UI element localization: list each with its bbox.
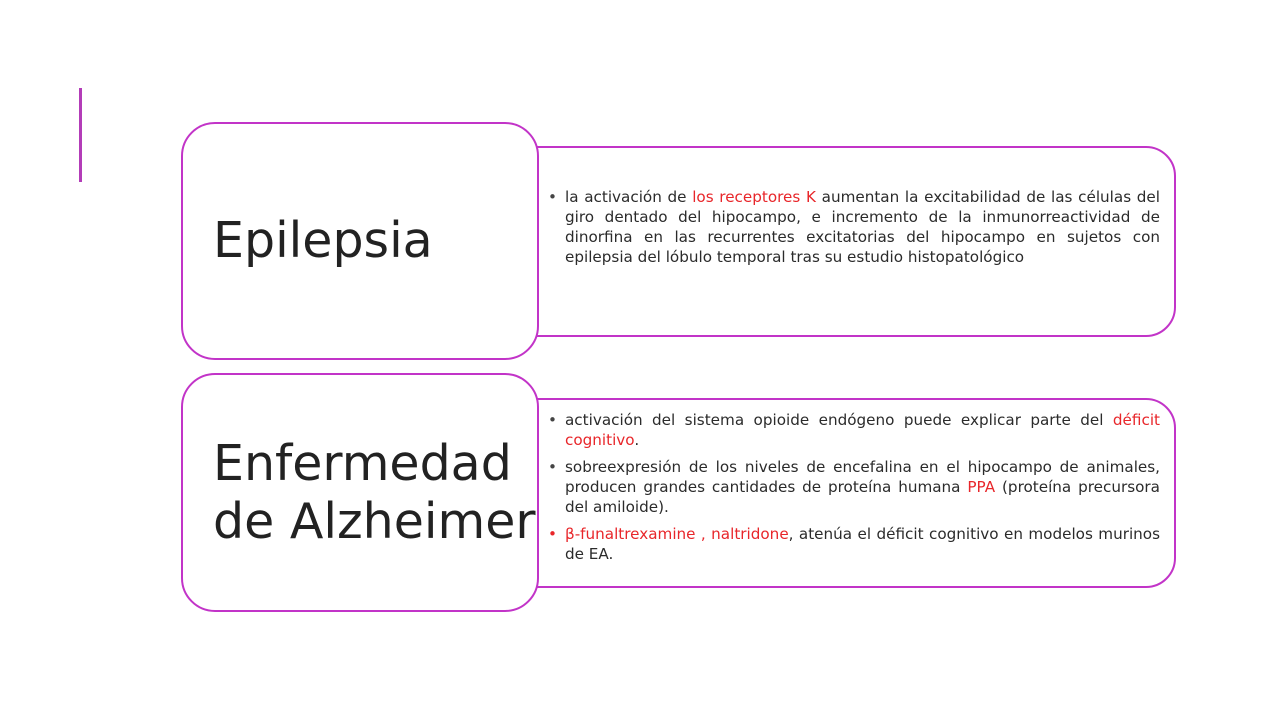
epilepsia-label: Epilepsia bbox=[213, 212, 433, 269]
alzheimer-label: Enfermedad de Alzheimer bbox=[213, 434, 536, 550]
highlight-text: los receptores K bbox=[692, 188, 816, 206]
alzheimer-label-box bbox=[181, 373, 539, 612]
bullet-text: sobreexpresión de los niveles de encefalina en el hipocampo de animales, producen grandes cantidades de proteína humana bbox=[565, 458, 1160, 496]
bullet-text: . bbox=[634, 431, 640, 449]
bullet-item bbox=[548, 410, 1160, 450]
highlight-text: PPA bbox=[967, 478, 996, 496]
bullet-text: , atenúa el déficit cognitivo en modelos murinos de EA. bbox=[565, 525, 1161, 563]
bullet-item bbox=[548, 524, 1160, 564]
bullet-item bbox=[548, 457, 1160, 517]
highlight-text: déficit cognitivo bbox=[565, 411, 1160, 449]
epilepsia-bullet-list bbox=[548, 187, 1160, 274]
accent-bar bbox=[79, 88, 82, 182]
bullet-text: aumentan la excitabilidad de las células del giro dentado del hipocampo, e incremento de la inmunorreactividad de dinorfina en las recurrentes excitatorias del hipocampo en sujetos con epilepsia del lóbulo temporal tras su estudio histopatológico bbox=[565, 188, 1160, 266]
bullet-item bbox=[548, 187, 1160, 267]
bullet-text: la activación de bbox=[565, 188, 693, 206]
bullet-text: activación del sistema opioide endógeno puede explicar parte del bbox=[565, 411, 1113, 429]
alzheimer-bullet-list bbox=[548, 410, 1160, 571]
highlight-text: β-funaltrexamine , naltridone bbox=[565, 525, 789, 543]
epilepsia-label-box bbox=[181, 122, 539, 360]
bullet-text: (proteína precursora del amiloide). bbox=[565, 478, 1160, 516]
